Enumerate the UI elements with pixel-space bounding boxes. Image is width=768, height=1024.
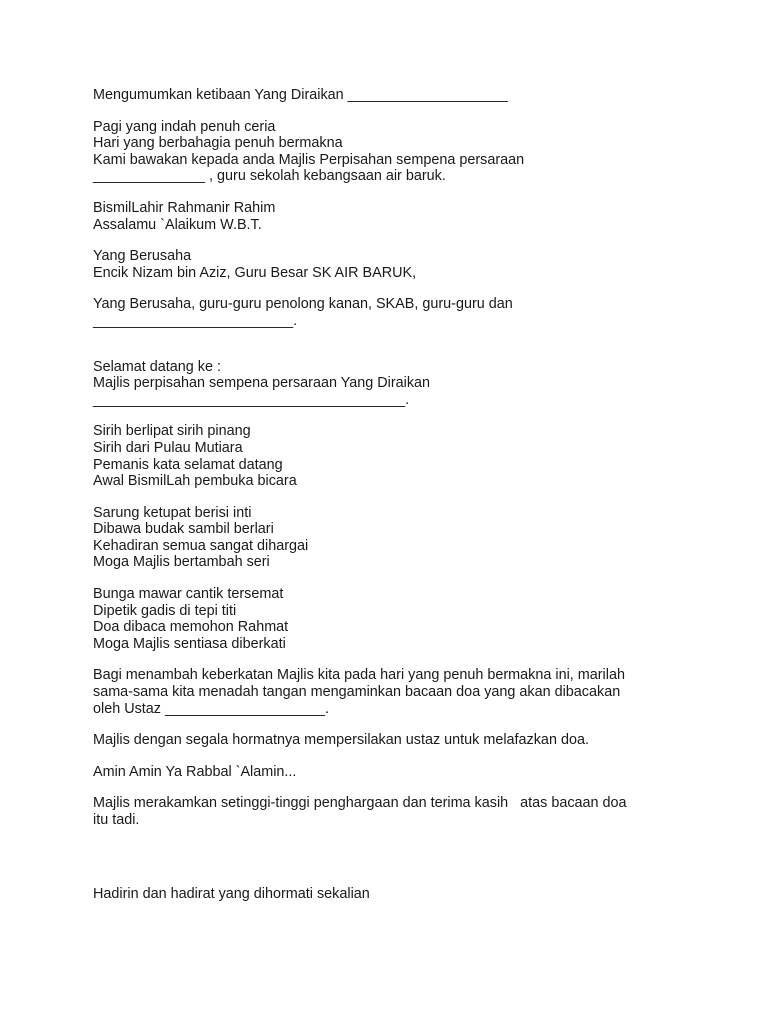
text-line: Amin Amin Ya Rabbal `Alamin... [93,763,297,780]
pantun-sirih-paragraph [93,423,733,489]
text-line: Pemanis kata selamat datang [93,456,283,473]
thanks-paragraph [93,795,733,828]
greeting-paragraph [93,200,733,233]
pantun-ketupat-paragraph [93,505,733,571]
text-line: Moga Majlis bertambah seri [93,554,270,571]
text-line: Hadirin dan hadirat yang dihormati sekalian [93,885,370,902]
text-line: oleh Ustaz ____________________. [93,700,330,717]
text-line: Yang Berusaha [93,248,192,265]
text-line: Majlis dengan segala hormatnya mempersilakan ustaz untuk melafazkan doa. [93,732,589,749]
text-line: Majlis merakamkan setinggi-tinggi penghargaan dan terima kasih atas bacaan doa [93,795,627,812]
text-line: Sirih dari Pulau Mutiara [93,439,243,456]
text-line: Selamat datang ke : [93,358,221,375]
opening-pantun-paragraph [93,119,733,185]
amin-paragraph [93,764,733,781]
text-line: Awal BismilLah pembuka bicara [93,473,297,490]
text-line: Doa dibaca memohon Rahmat [93,619,289,636]
text-line: Yang Berusaha, guru-guru penolong kanan, SKAB, guru-guru dan [93,296,513,313]
pantun-mawar-paragraph [93,586,733,652]
text-line: Hari yang berbahagia penuh bermakna [93,135,343,152]
teachers-paragraph [93,296,733,329]
text-line: ______________ , guru sekolah kebangsaan air baruk. [93,168,446,185]
text-line: Bagi menambah keberkatan Majlis kita pada hari yang penuh bermakna ini, marilah [93,667,625,684]
audience-address-paragraph [93,886,733,903]
text-line: Pagi yang indah penuh ceria [93,118,276,135]
text-line: Bunga mawar cantik tersemat [93,586,284,603]
text-line: Majlis perpisahan sempena persaraan Yang Diraikan [93,375,431,392]
text-line: itu tadi. [93,812,140,828]
text-line: BismilLahir Rahmanir Rahim [93,199,276,216]
welcome-paragraph [93,359,733,409]
document-page [93,87,733,917]
text-line: Encik Nizam bin Aziz, Guru Besar SK AIR BARUK, [93,264,417,281]
text-line: Sarung ketupat berisi inti [93,504,252,521]
text-line: Kami bawakan kepada anda Majlis Perpisahan sempena persaraan [93,151,525,168]
text-line: Sirih berlipat sirih pinang [93,423,251,440]
doa-invitation-paragraph [93,667,733,717]
text-line: Kehadiran semua sangat dihargai [93,537,309,554]
text-line: _______________________________________. [93,391,410,408]
headmaster-paragraph [93,248,733,281]
announcement-paragraph [93,87,733,104]
text-line: Dipetik gadis di tepi titi [93,602,237,619]
text-line: Moga Majlis sentiasa diberkati [93,635,286,652]
doa-request-paragraph [93,732,733,749]
text-line: sama-sama kita menadah tangan mengaminkan bacaan doa yang akan dibacakan [93,684,621,701]
text-line: _________________________. [93,312,298,329]
text-line: Assalamu `Alaikum W.B.T. [93,216,262,233]
text-line: Mengumumkan ketibaan Yang Diraikan ____________________ [93,87,508,103]
text-line: Dibawa budak sambil berlari [93,521,274,538]
